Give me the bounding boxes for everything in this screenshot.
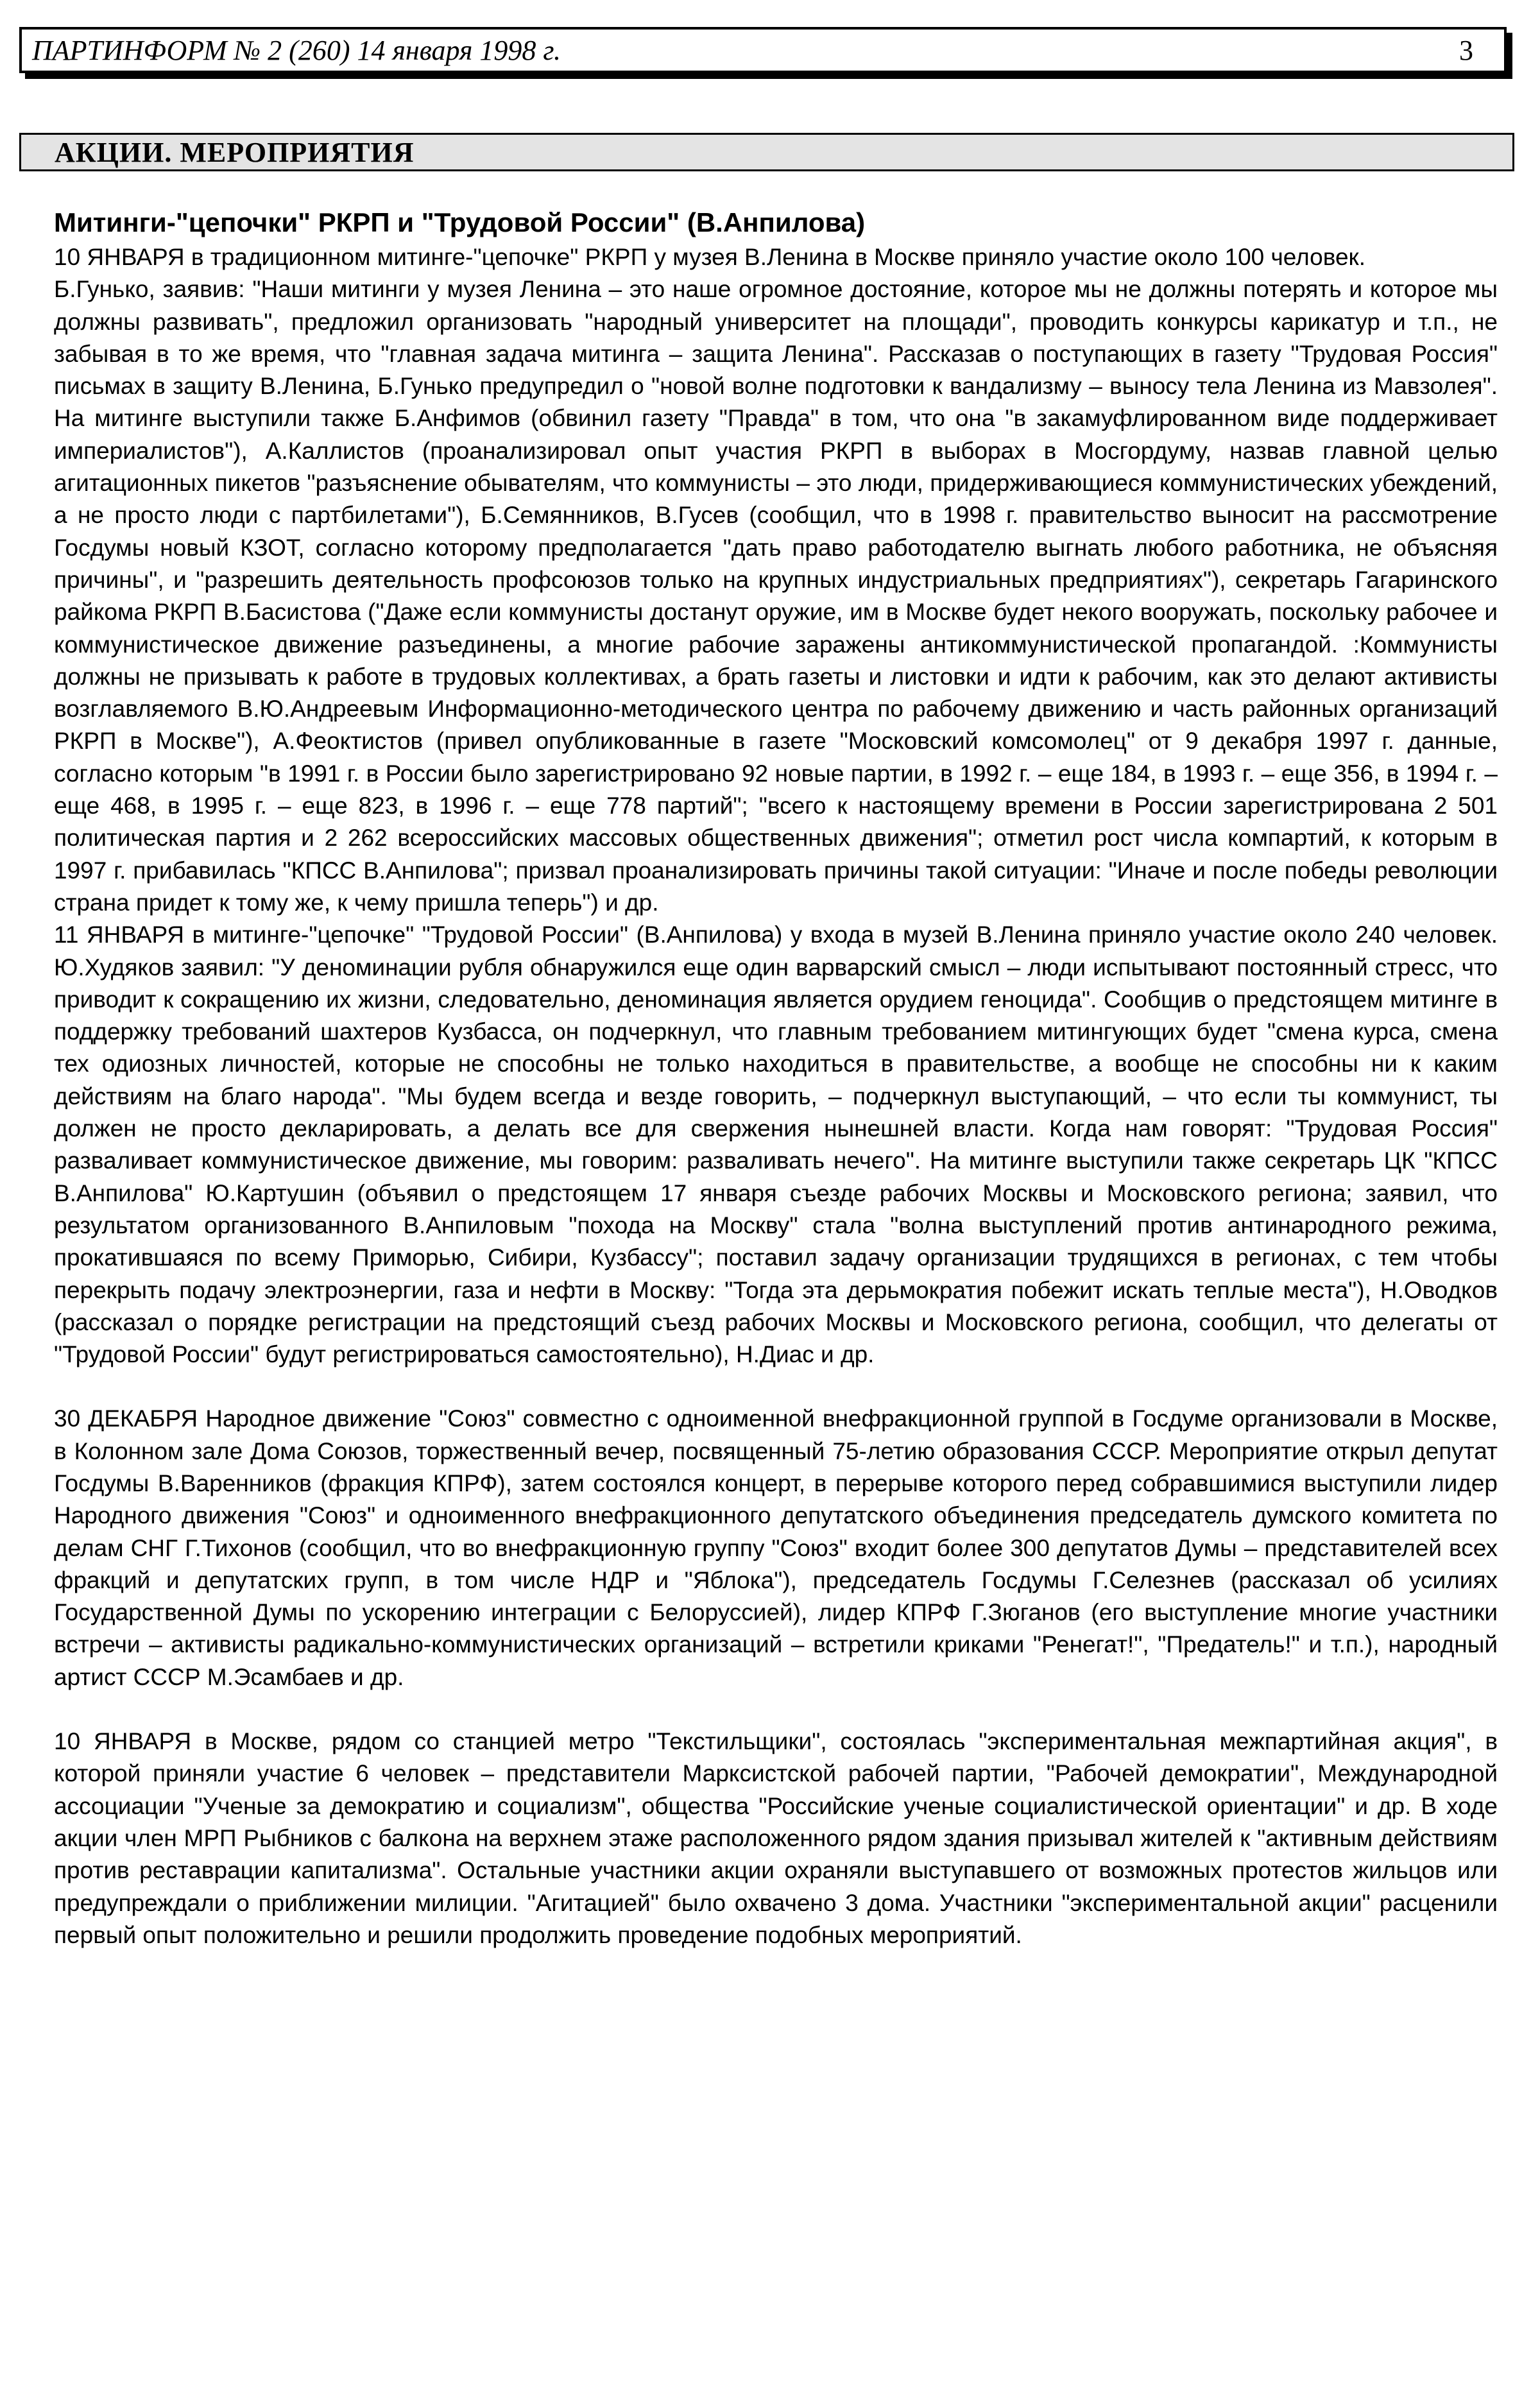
page-header [19, 27, 1507, 73]
paragraph: 10 ЯНВАРЯ в традиционном митинге-"цепочке" РКРП у музея В.Ленина в Москве приняло участие около 100 человек. [54, 244, 1366, 270]
publication-title: ПАРТИНФОРМ № 2 (260) 14 января 1998 г. [32, 34, 561, 66]
news-item: 30 ДЕКАБРЯ Народное движение "Союз" совместно с одноименной внефракционной группой в Госдуме организовали в Москве, в Колонном зале Дома Союзов, торжественный вечер, посвященный 75-летию образования СССР. Мероприятие открыл депутат Госдумы В.Варенников (фракция КПРФ), затем состоялся концерт, в перерыве которого перед собравшимися выступили лидер Народного движения "Союз" и одноименного внефракционного депутатского объединения председатель думского комитета по делам СНГ Г.Тихонов (сообщил, что во внефракционную группу "Союз" входит более 300 депутатов Думы – представителей всех фракций и депутатских групп, в том числе НДР и "Яблока"), председатель Госдумы Г.Селезнев (рассказал об усилиях Государственной Думы по ускорению интеграции с Белоруссией), лидер КПРФ Г.Зюганов (его выступление многие участники встречи – активисты радикально-коммунистических организаций – встретили криками "Ренегат!", "Предатель!" и т.п.), народный артист СССР М.Эсамбаев и др. [54, 1405, 1498, 1690]
paragraph: 11 ЯНВАРЯ в митинге-"цепочке" "Трудовой России" (В.Анпилова) у входа в музей В.Ленина приняло участие около 240 человек. Ю.Худяков заявил: "У деноминации рубля обнаружился еще один варварский смысл – люди испытывают постоянный стресс, что приводит к сокращению их жизни, следовательно, деноминация является орудием геноцида". Сообщив о предстоящем митинге в поддержку требований шахтеров Кузбасса, он подчеркнул, что главным требованием митингующих будет "смена курса, смена тех одиозных личностей, которые не способны не только находиться в правительстве, а вообще не способны ни к каким действиям на благо народа". "Мы будем всегда и везде говорить, – подчеркнул выступающий, – что если ты коммунист, ты должен не просто декларировать, а делать все для свержения нынешней власти. Когда нам говорят: "Трудовая Россия" разваливает коммунистическое движение, мы говорим: разваливать нечего". На митинге выступили также секретарь ЦК "КПСС В.Анпилова" Ю.Картушин (объявил о предстоящем 17 января съезде рабочих Москвы и Московского региона; заявил, что результатом организованного В.Анпиловым "похода на Москву" стала "волна выступлений против антинародного режима, прокатившаяся по всему Приморью, Сибири, Кузбассу"; поставил задачу организации трудящихся в регионах, с тем чтобы перекрыть подачу электроэнергии, газа и нефти в Москву: "Тогда эта дерьмократия побежит искать теплые места"), Н.Оводков (рассказал о порядке регистрации на предстоящий съезд рабочих Москвы и Московского региона, сообщил, что делегаты от "Трудовой России" будут регистрироваться самостоятельно), Н.Диас и др. [54, 921, 1498, 1368]
section-banner [19, 133, 1514, 171]
news-item: 10 ЯНВАРЯ в Москве, рядом со станцией метро "Текстильщики", состоялась "экспериментальная межпартийная акция", в которой приняли участие 6 человек – представители Марксистской рабочей партии, "Рабочей демократии", Международной ассоциации "Ученые за демократию и социализм", общества "Российские ученые социалистической ориентации" и др. В ходе акции член МРП Рыбников с балкона на верхнем этаже расположенного рядом здания призывал жителей к "активным действиям против реставрации капитализма". Остальные участники акции охраняли выступавшего от возможных протестов жильцов или предупреждали о приближении милиции. "Агитацией" было охвачено 3 дома. Участники "экспериментальной акции" расценили первый опыт положительно и решили продолжить проведение подобных мероприятий. [54, 1728, 1498, 1948]
paragraph: Б.Гунько, заявив: "Наши митинги у музея Ленина – это наше огромное достояние, которое мы не должны потерять и которое мы должны развивать", предложил организовать "народный университет на площади", проводить конкурсы карикатур и т.п., не забывая в то же время, что "главная задача митинга – защита Ленина". Рассказав о поступающих в газету "Трудовая Россия" письмах в защиту В.Ленина, Б.Гунько предупредил о "новой волне подготовки к вандализму – выносу тела Ленина из Мавзолея". На митинге выступили также Б.Анфимов (обвинил газету "Правда" в том, что она "в закамуфлированном виде поддерживает империалистов"), А.Каллистов (проанализировал опыт участия РКРП в выборах в Мосгордуму, назвав главной целью агитационных пикетов "разъяснение обывателям, что коммунисты – это люди, придерживающиеся коммунистических убеждений, а не просто люди с партбилетами"), Б.Семянников, В.Гусев (сообщил, что в 1998 г. правительство выносит на рассмотрение Госдумы новый КЗОТ, согласно которому предполагается "дать право работодателю выгнать любого работника, не объясняя причины", и "разрешить деятельность профсоюзов только на крупных индустриальных предприятиях"), секретарь Гагаринского райкома РКРП В.Басистова ("Даже если коммунисты достанут оружие, им в Москве будет некого вооружать, поскольку рабочее и коммунистическое движение разъединены, а многие рабочие заражены антикоммунистической пропагандой. :Коммунисты должны не призывать к работе в трудовых коллективах, а брать газеты и листовки и идти к рабочим, как это делают активисты возглавляемого В.Ю.Андреевым Информационно-методического центра по рабочему движению и часть районных организаций РКРП в Москве"), А.Феоктистов (привел опубликованные в газете "Московский комсомолец" от 9 декабря 1997 г. данные, согласно которым "в 1991 г. в России было зарегистрировано 92 новые партии, в 1992 г. – еще 184, в 1993 г. – еще 356, в 1994 г. – еще 468, в 1995 г. – еще 823, в 1996 г. – еще 778 партий"; "всего к настоящему времени в России зарегистрирована 2 501 политическая партия и 2 262 всероссийских массовых общественных движения"; отметил рост числа компартий, к которым в 1997 г. прибавилась "КПСС В.Анпилова"; призвал проанализировать причины такой ситуации: "Иначе и после победы революции страна придет к тому же, к чему пришла теперь") и др. [54, 276, 1498, 916]
article-heading: Митинги-"цепочки" РКРП и "Трудовой России" (В.Анпилова) [54, 207, 866, 237]
article-body [54, 204, 1498, 1951]
page-number: 3 [1459, 34, 1473, 66]
section-title: АКЦИИ. МЕРОПРИЯТИЯ [55, 136, 415, 168]
